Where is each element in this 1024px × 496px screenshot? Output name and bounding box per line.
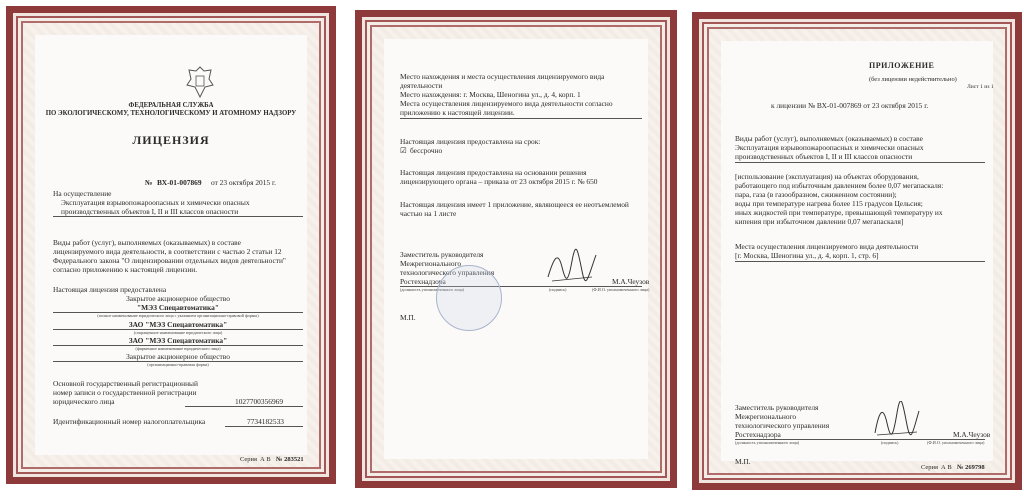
place-value: [г. Москва, Шеногина ул., д. 4, корп. 1, стр. 6] — [735, 251, 879, 260]
sheet-count: Лист 1 из 1 — [967, 84, 994, 90]
signature-icon — [871, 401, 923, 441]
license-date: от 23 октября 2015 г. — [211, 178, 277, 187]
granted-label: Настоящая лицензия предоставлена — [53, 285, 167, 294]
caption: (Ф.И.О. уполномоченного лица) — [592, 287, 650, 292]
org-legal-form: Закрытое акционерное общество — [126, 352, 230, 361]
serial-label: Серия — [240, 456, 258, 463]
caption: (фирменное наименование юридического лица) — [135, 346, 221, 351]
works-text: Федерального закона "О лицензировании отдельных видов деятельности" — [53, 256, 286, 265]
caption: (Ф.И.О. уполномоченного лица) — [927, 440, 985, 445]
agency-name: ФЕДЕРАЛЬНАЯ СЛУЖБА — [128, 102, 214, 109]
divider — [400, 118, 642, 119]
term-checkbox-icon: ☑ — [400, 146, 407, 155]
usage-text: воды при температуре нагрева более 115 градусов Цельсия; — [735, 199, 923, 208]
usage-text: пара, газа (в газообразном, сжиженном состоянии); — [735, 190, 897, 199]
subtitle: (без лицензии недействительно) — [869, 76, 957, 83]
works-text: Виды работ (услуг), выполняемых (оказываемых) в составе — [735, 134, 923, 143]
ogrn-label: номер записи о государственной регистрации — [53, 388, 197, 397]
term-label: Настоящая лицензия предоставлена на срок: — [400, 137, 541, 146]
caption: (подпись) — [549, 287, 567, 292]
license-reference: к лицензии № ВХ-01-007869 от 23 октября 2015 г. — [771, 101, 929, 110]
org-brand-name: ЗАО "МЭЗ Спецавтоматика" — [128, 336, 228, 345]
signer-name: М.А.Чеузов — [953, 430, 991, 439]
seal-place-label: М.П. — [735, 457, 751, 466]
caption: (полное наименование юридического лица с указанием организационно-правовой формы) — [97, 313, 259, 318]
divider — [53, 216, 303, 217]
org-name-full: "МЭЗ Спецавтоматика" — [137, 303, 219, 312]
inn-value: 7734182533 — [247, 417, 284, 426]
coat-of-arms-icon — [185, 65, 215, 99]
works-text: Виды работ (услуг), выполняемых (оказываемых) в составе — [53, 238, 241, 247]
basis-text: Настоящая лицензия предоставлена на основании решения — [400, 168, 587, 177]
ogrn-value: 1027700356969 — [235, 397, 284, 406]
seal-place-label: М.П. — [400, 313, 416, 322]
caption: (сокращенное наименование юридического лица) — [133, 330, 223, 335]
address-text: Место нахождения: г. Москва, Шеногина ул., д. 4, корп. 1 — [400, 90, 581, 99]
caption: (организационно-правовая форма) — [147, 362, 209, 367]
signer-position: Заместитель руководителя — [400, 250, 484, 259]
official-stamp — [436, 265, 502, 331]
activity-label: На осуществление — [53, 189, 112, 198]
page-title: ПРИЛОЖЕНИЕ — [869, 61, 935, 70]
org-short-name: ЗАО "МЭЗ Спецавтоматика" — [128, 320, 228, 329]
attachment-text: частью на 1 листе — [400, 209, 457, 218]
works-text: согласно приложению к настоящей лицензии. — [53, 265, 198, 274]
signer-position: Ростехнадзора — [400, 277, 446, 286]
ogrn-label: Основной государственный регистрационный — [53, 379, 198, 388]
signer-position: Межрегионального — [400, 259, 462, 268]
signer-position: Межрегионального — [735, 412, 797, 421]
serial-label: Серия — [921, 464, 939, 471]
org-form: Закрытое акционерное общество — [126, 294, 230, 303]
usage-text: [использование (эксплуатация) на объектах оборудования, — [735, 172, 919, 181]
attachment-text: Настоящая лицензия имеет 1 приложение, являющееся ее неотъемлемой — [400, 200, 629, 209]
license-sheet — [35, 35, 307, 463]
activity-line: Эксплуатация взрывопожароопасных и химически опасных — [61, 198, 250, 207]
inn-label: Идентификационный номер налогоплательщика — [53, 417, 206, 426]
divider — [735, 261, 985, 262]
term-value: бессрочно — [410, 146, 443, 155]
appendix-sheet — [721, 41, 994, 471]
agency-name-line2: ПО ЭКОЛОГИЧЕСКОМУ, ТЕХНОЛОГИЧЕСКОМУ И АТОМНОМУ НАДЗОРУ — [45, 110, 297, 117]
address-text: Места осуществления лицензируемого вида деятельности согласно — [400, 99, 613, 108]
license-number: ВХ-01-007869 — [157, 178, 202, 187]
serial-series: А В — [260, 456, 271, 463]
appendix-page — [692, 12, 1022, 490]
works-text: производственных объектов I, II и III классов опасности — [735, 152, 913, 161]
divider — [735, 162, 985, 163]
usage-text: работающего под избыточным давлением более 0,07 мегапаскаля: — [735, 181, 944, 190]
signer-position: Ростехнадзора — [735, 430, 781, 439]
serial-number: № 269798 — [957, 464, 985, 471]
caption: (должность уполномоченного лица) — [400, 287, 465, 292]
address-text: Место нахождения и места осуществления лицензируемого вида — [400, 72, 605, 81]
caption: (подпись) — [881, 440, 899, 445]
license-back-page — [355, 10, 677, 488]
page-title: ЛИЦЕНЗИЯ — [132, 133, 210, 147]
divider — [185, 406, 303, 407]
serial-series: А В — [941, 464, 952, 471]
caption: (должность уполномоченного лица) — [735, 440, 800, 445]
serial-number: № 283521 — [276, 456, 304, 463]
works-text: лицензируемого вида деятельности, в соответствии с частью 2 статьи 12 — [53, 247, 282, 256]
usage-text: кипения при избыточном давлении 0,07 мегапаскаля] — [735, 217, 904, 226]
license-page — [6, 6, 336, 484]
ogrn-label: юридического лица — [53, 397, 115, 406]
divider — [225, 426, 303, 427]
signer-position: технологического управления — [400, 268, 495, 277]
usage-text: иных жидкостей при температуре, превышающей температуру их — [735, 208, 943, 217]
signature-icon — [544, 247, 600, 287]
license-number-label: № — [145, 178, 153, 187]
basis-text: лицензирующего органа – приказа от 23 октября 2015 г. № 650 — [400, 177, 598, 186]
activity-line: производственных объектов I, II и III классов опасности — [61, 207, 239, 216]
place-label: Места осуществления лицензируемого вида деятельности — [735, 242, 919, 251]
address-text: деятельности — [400, 81, 443, 90]
license-sheet — [384, 39, 648, 459]
signer-position: Заместитель руководителя — [735, 403, 819, 412]
address-text: приложению к настоящей лицензии. — [400, 108, 515, 117]
signer-position: технологического управления — [735, 421, 830, 430]
works-text: Эксплуатация взрывопожароопасных и химически опасных — [735, 143, 924, 152]
signer-name: М.А.Чеузов — [612, 277, 650, 286]
